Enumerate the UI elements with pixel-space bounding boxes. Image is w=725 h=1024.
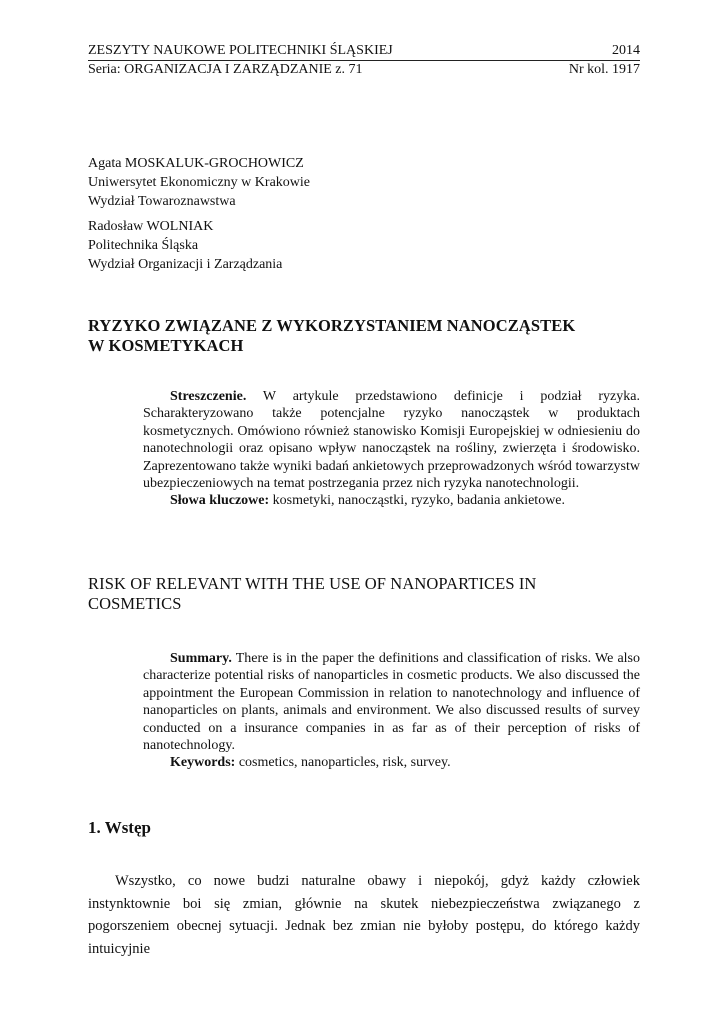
- author-block: [88, 154, 310, 274]
- abstract-paragraph: [143, 388, 640, 492]
- header-row-journal: [88, 42, 640, 60]
- author-2: [88, 217, 310, 274]
- keywords-line: [143, 754, 640, 771]
- series-name: Seria: ORGANIZACJA I ZARZĄDZANIE z. 71: [88, 62, 363, 77]
- journal-name: ZESZYTY NAUKOWE POLITECHNIKI ŚLĄSKIEJ: [88, 43, 393, 58]
- keywords-text: cosmetics, nanoparticles, risk, survey.: [235, 755, 451, 771]
- keywords-line: [143, 492, 640, 509]
- abstract-paragraph: [143, 650, 640, 754]
- abstract-english: [143, 650, 640, 772]
- header-row-series: [88, 60, 640, 79]
- abstract-label: Summary.: [170, 651, 232, 666]
- paper-title-polish: [88, 316, 575, 356]
- issue-number: Nr kol. 1917: [568, 62, 640, 77]
- abstract-text: There is in the paper the definitions and classification of risks. We also characterize potential risks of nanoparticles in cosmetic products. We also discussed the appointment the European Commission in relation to nanotechnology and influence of nanoparticles on plants, animals and environment. We also discussed results of survey conducted on a insurance companies in as far as of their perception of risks of nanotechnology.: [143, 651, 640, 754]
- author-name: Radosław WOLNIAK: [88, 219, 214, 234]
- running-header: [88, 42, 640, 79]
- author-affiliation: Politechnika Śląska: [88, 238, 199, 253]
- keywords-text: kosmetyki, nanocząstki, ryzyko, badania ankietowe.: [269, 493, 566, 509]
- abstract-polish: [143, 388, 640, 510]
- keywords-label: Keywords:: [170, 755, 236, 771]
- title-line: W KOSMETYKACH: [88, 336, 244, 355]
- body-text: [88, 870, 640, 960]
- title-line: COSMETICS: [88, 594, 182, 613]
- author-1: [88, 154, 310, 211]
- paper-title-english: [88, 574, 536, 614]
- abstract-label: Streszczenie.: [170, 389, 247, 404]
- body-paragraph: Wszystko, co nowe budzi naturalne obawy i niepokój, gdyż każdy człowiek instynktownie boi się zmian, głównie na skutek niebezpieczeństwa związanego z pogorszeniem obecnej sytuacji. Jednak bez zmian nie byłoby postępu, do którego każdy intuicyjnie: [88, 873, 640, 957]
- author-department: Wydział Organizacji i Zarządzania: [88, 257, 283, 272]
- author-name: Agata MOSKALUK-GROCHOWICZ: [88, 156, 304, 171]
- journal-year: 2014: [612, 43, 640, 58]
- title-line: RISK OF RELEVANT WITH THE USE OF NANOPARTICES IN: [88, 574, 537, 593]
- abstract-text: W artykule przedstawiono definicje i podział ryzyka. Scharakteryzowano także potencjalne ryzyko nanocząstek w produktach kosmetycznych. Omówiono również stanowisko Komisji Europejskiej w odniesieniu do nanotechnologii oraz opisano wpływ nanocząstek na rośliny, zwierzęta i środowisko. Zaprezentowano także wyniki badań ankietowych przeprowadzonych wśród towarzystw ubezpieczeniowych na temat postrzegania przez nich ryzyka nanotechnologii.: [143, 389, 640, 492]
- title-line: RYZYKO ZWIĄZANE Z WYKORZYSTANIEM NANOCZĄSTEK: [88, 316, 576, 335]
- author-department: Wydział Towaroznawstwa: [88, 194, 236, 209]
- section-heading: 1. Wstęp: [88, 818, 151, 837]
- keywords-label: Słowa kluczowe:: [170, 493, 270, 509]
- author-affiliation: Uniwersytet Ekonomiczny w Krakowie: [88, 175, 310, 190]
